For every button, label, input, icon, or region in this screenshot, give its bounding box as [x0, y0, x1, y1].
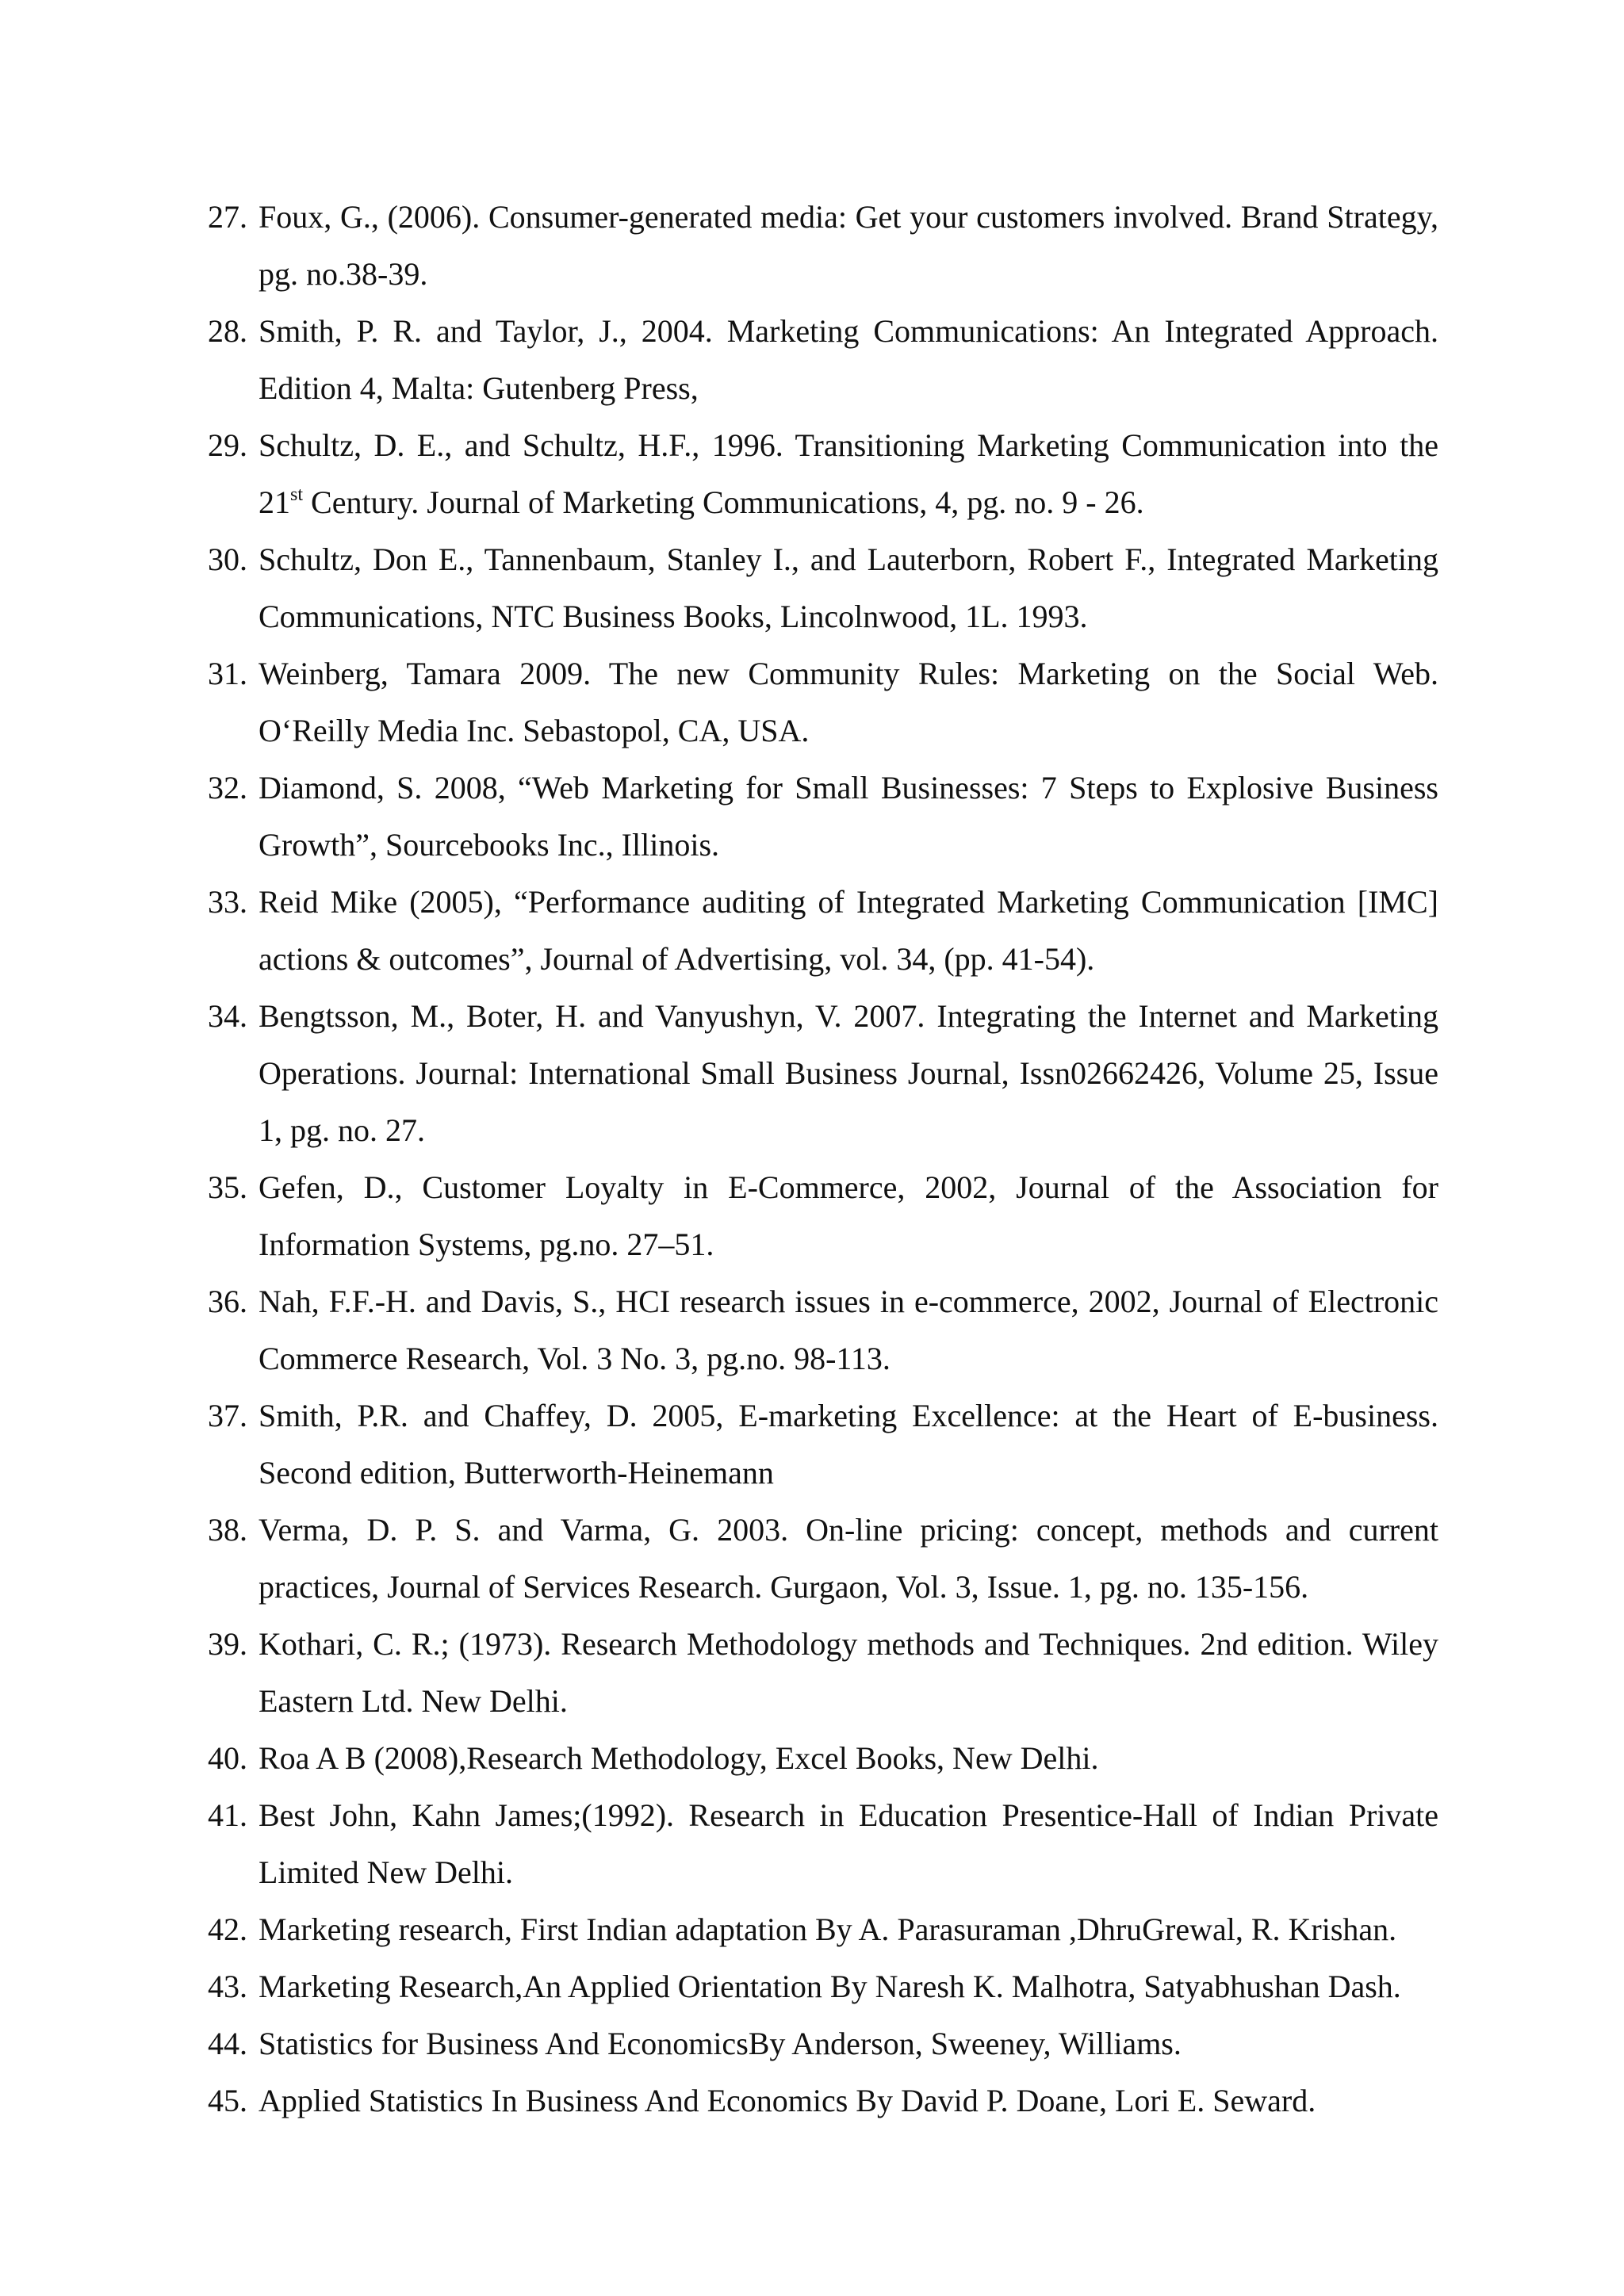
reference-text: Best John, Kahn James;(1992). Research in Education Presentice-Hall of Indian Private Limited New Delhi. — [259, 1797, 1438, 1890]
reference-item — [197, 1787, 1438, 1901]
reference-text: Verma, D. P. S. and Varma, G. 2003. On-line pricing: concept, methods and current practices, Journal of Services Research. Gurgaon, Vol. 3, Issue. 1, pg. no. 135-156. — [259, 1512, 1438, 1605]
reference-number: 27. — [208, 199, 247, 235]
reference-number: 30. — [208, 541, 247, 577]
reference-number: 36. — [208, 1284, 247, 1319]
reference-item — [197, 1958, 1438, 2015]
reference-text: Roa A B (2008),Research Methodology, Excel Books, New Delhi. — [259, 1740, 1099, 1776]
reference-text: Smith, P. R. and Taylor, J., 2004. Marketing Communications: An Integrated Approach. Edition 4, Malta: Gutenberg Press, — [259, 313, 1438, 406]
reference-number: 34. — [208, 998, 247, 1034]
reference-item — [197, 531, 1438, 645]
reference-list — [197, 189, 1438, 2130]
reference-number: 40. — [208, 1740, 247, 1776]
reference-text: Diamond, S. 2008, “Web Marketing for Small Businesses: 7 Steps to Explosive Business Growth”, Sourcebooks Inc., Illinois. — [259, 770, 1438, 863]
reference-item — [197, 1616, 1438, 1730]
reference-item — [197, 1730, 1438, 1787]
reference-number: 32. — [208, 770, 247, 806]
reference-item — [197, 645, 1438, 760]
reference-number: 28. — [208, 313, 247, 349]
reference-item — [197, 1273, 1438, 1387]
reference-item — [197, 417, 1438, 531]
reference-number: 37. — [208, 1398, 247, 1433]
reference-text: Statistics for Business And EconomicsBy Anderson, Sweeney, Williams. — [259, 2026, 1182, 2061]
reference-number: 29. — [208, 427, 247, 463]
reference-number: 35. — [208, 1169, 247, 1205]
reference-text: Weinberg, Tamara 2009. The new Community Rules: Marketing on the Social Web. O‘Reilly Media Inc. Sebastopol, CA, USA. — [259, 656, 1438, 748]
reference-text — [259, 417, 1438, 531]
reference-item — [197, 1901, 1438, 1958]
reference-item — [197, 988, 1438, 1159]
reference-number: 33. — [208, 884, 247, 920]
reference-text: Applied Statistics In Business And Economics By David P. Doane, Lori E. Seward. — [259, 2083, 1316, 2118]
reference-number: 31. — [208, 656, 247, 691]
reference-item — [197, 1502, 1438, 1616]
reference-number: 45. — [208, 2083, 247, 2118]
reference-text: Kothari, C. R.; (1973). Research Methodology methods and Techniques. 2nd edition. Wiley Eastern Ltd. New Delhi. — [259, 1626, 1438, 1719]
reference-text-part: Century. Journal of Marketing Communications, 4, pg. no. 9 - 26. — [303, 484, 1144, 520]
reference-text: Gefen, D., Customer Loyalty in E-Commerce, 2002, Journal of the Association for Information Systems, pg.no. 27–51. — [259, 1169, 1438, 1262]
reference-text: Smith, P.R. and Chaffey, D. 2005, E-marketing Excellence: at the Heart of E-business. Second edition, Butterworth-Heinemann — [259, 1398, 1438, 1490]
reference-item — [197, 303, 1438, 417]
reference-number: 38. — [208, 1512, 247, 1548]
reference-number: 39. — [208, 1626, 247, 1662]
ordinal-superscript: st — [290, 484, 304, 505]
reference-text: Bengtsson, M., Boter, H. and Vanyushyn, V. 2007. Integrating the Internet and Marketing Operations. Journal: International Small Business Journal, Issn02662426, Volume 25, Issue 1, pg. no. 27. — [259, 998, 1438, 1148]
reference-number: 41. — [208, 1797, 247, 1833]
reference-item — [197, 760, 1438, 874]
reference-number: 42. — [208, 1911, 247, 1947]
reference-text: Nah, F.F.-H. and Davis, S., HCI research issues in e-commerce, 2002, Journal of Electronic Commerce Research, Vol. 3 No. 3, pg.no. 98-113. — [259, 1284, 1438, 1376]
reference-number: 43. — [208, 1969, 247, 2004]
reference-item — [197, 1387, 1438, 1502]
reference-item — [197, 1159, 1438, 1273]
reference-text: Reid Mike (2005), “Performance auditing of Integrated Marketing Communication [IMC] actions & outcomes”, Journal of Advertising, vol. 34, (pp. 41-54). — [259, 884, 1438, 977]
reference-text: Marketing Research,An Applied Orientation By Naresh K. Malhotra, Satyabhushan Dash. — [259, 1969, 1401, 2004]
reference-item — [197, 189, 1438, 303]
reference-item — [197, 2072, 1438, 2130]
reference-text: Foux, G., (2006). Consumer-generated media: Get your customers involved. Brand Strategy, pg. no.38-39. — [259, 199, 1438, 292]
reference-text: Schultz, Don E., Tannenbaum, Stanley I., and Lauterborn, Robert F., Integrated Marketing Communications, NTC Business Books, Lincolnwood, 1L. 1993. — [259, 541, 1438, 634]
reference-item — [197, 874, 1438, 988]
reference-text-part: Schultz, D. E., and Schultz, H.F., 1996. Transitioning Marketing Communication into the 21 — [259, 427, 1438, 520]
reference-text: Marketing research, First Indian adaptation By A. Parasuraman ,DhruGrewal, R. Krishan. — [259, 1911, 1397, 1947]
reference-item — [197, 2015, 1438, 2072]
reference-number: 44. — [208, 2026, 247, 2061]
